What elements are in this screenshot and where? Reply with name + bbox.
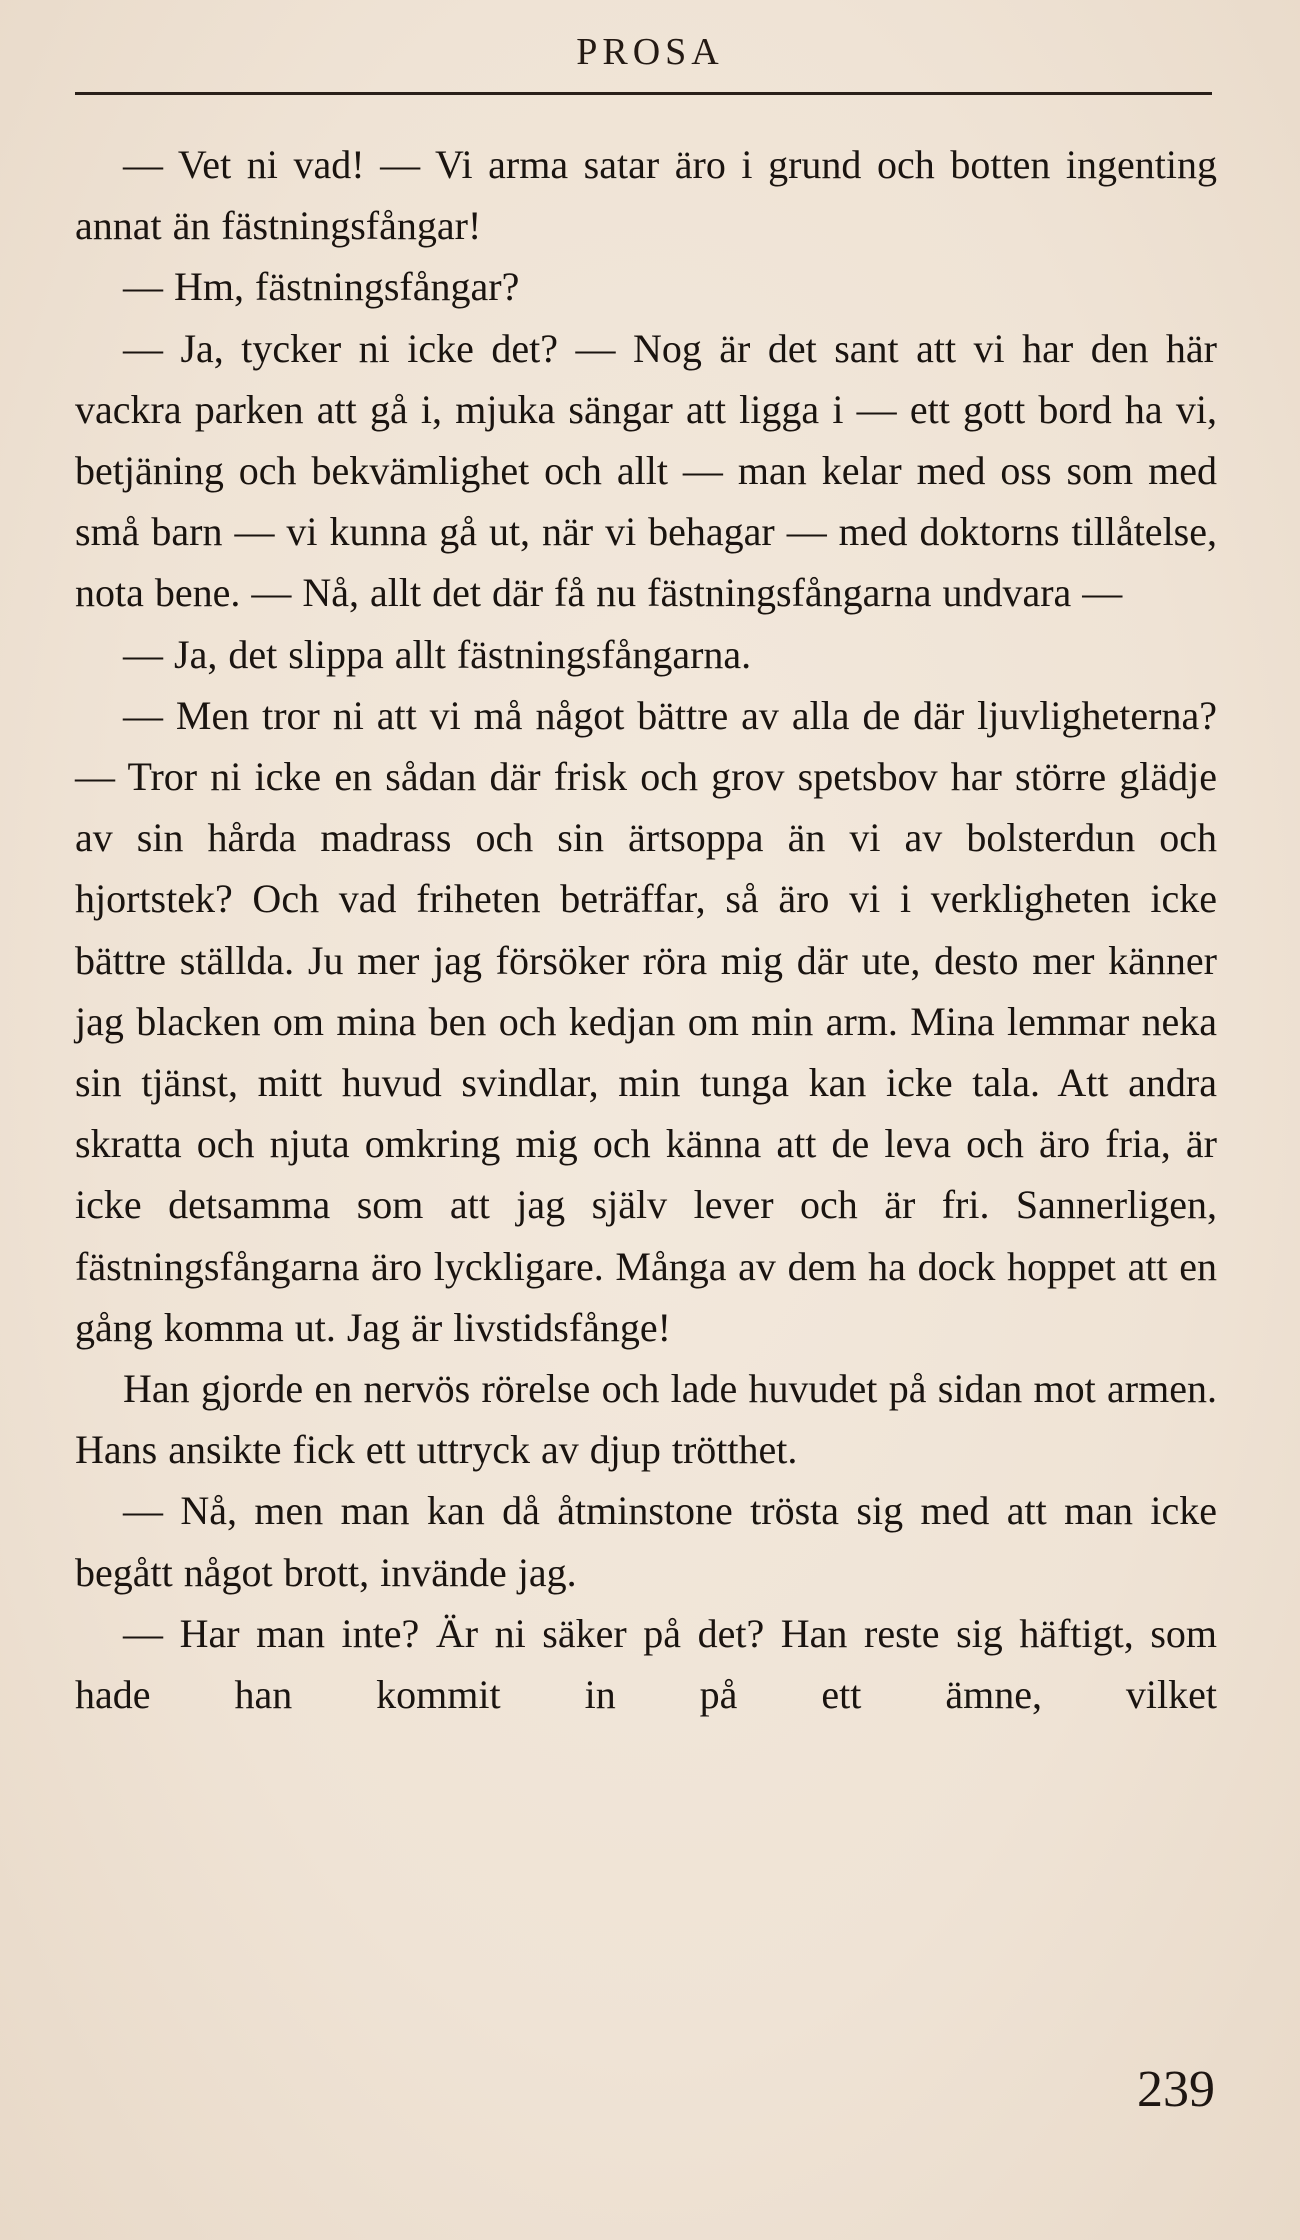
page-number: 239 xyxy=(1137,2061,1215,2118)
paragraph-7: — Nå, men man kan då åtminstone trösta sig med att man icke begått något brott, invände jag. xyxy=(75,1488,1217,1595)
paragraph-5: — Men tror ni att vi må något bättre av alla de där ljuvligheterna? — Tror ni icke en sådan där frisk och grov spetsbov har större glädje av sin hårda madrass och sin ärtsoppa än vi av bolsterdun och hjortstek? Och vad friheten beträffar, så äro vi i verkligheten icke bättre ställda. Ju mer jag försöker röra mig där ute, desto mer känner jag blacken om mina ben och kedjan om min arm. Mina lemmar neka sin tjänst, mitt huvud svindlar, min tunga kan icke tala. Att andra skratta och njuta omkring mig och känna att de leva och äro fria, är icke detsamma som att jag själv lever och är fri. Sannerligen, fästningsfångarna äro lyckligare. Många av dem ha dock hoppet att en gång komma ut. Jag är livstidsfånge! xyxy=(75,692,1217,1350)
paragraph-6: Han gjorde en nervös rörelse och lade huvudet på sidan mot armen. Hans ansikte fick ett uttryck av djup trötthet. xyxy=(75,1366,1217,1473)
paragraph-4: — Ja, det slippa allt fästningsfångarna. xyxy=(123,631,752,677)
paragraph-1: — Vet ni vad! — Vi arma satar äro i grund och botten ingenting annat än fästningsfångar! xyxy=(75,142,1217,249)
body-text xyxy=(75,134,1217,1725)
header-rule xyxy=(75,92,1212,95)
running-header: PROSA xyxy=(576,31,724,73)
paragraph-3: — Ja, tycker ni icke det? — Nog är det sant att vi har den här vackra parken att gå i, mjuka sängar att ligga i — ett gott bord ha vi, betjäning och bekvämlighet och allt — man kelar med oss som med små barn — vi kunna gå ut, när vi behagar — med doktorns tillåtelse, nota bene. — Nå, allt det där få nu fästningsfångarna undvara — xyxy=(75,325,1217,616)
paragraph-2: — Hm, fästningsfångar? xyxy=(123,264,520,310)
paragraph-8: — Har man inte? Är ni säker på det? Han reste sig häftigt, som hade han kommit in på ett ämne, vilket xyxy=(75,1610,1217,1718)
